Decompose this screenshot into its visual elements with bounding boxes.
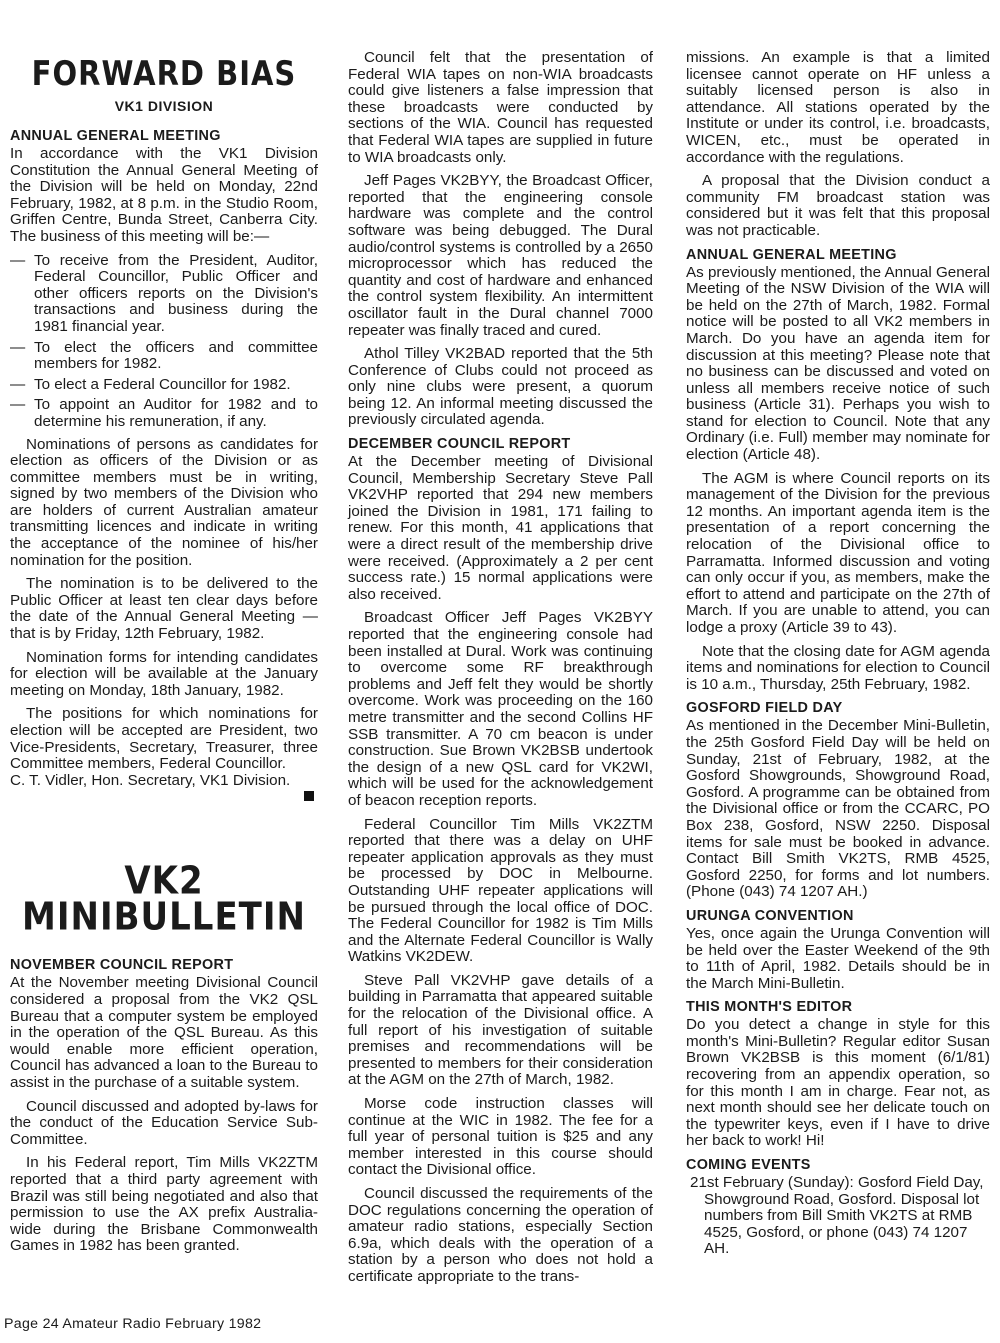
end-of-article-mark xyxy=(304,791,314,801)
december-paragraph-2: Broadcast Officer Jeff Pages VK2BYY reported that the engineering console had been installed at Dural. Work was continuing to overcome some RF breakthrough problems and Jeff felt they would be shortly overcome. Work was proceeding on the 160 metre transmitter and the second Collins HF SSB transmitter. A 70 cm beacon is under construction. Sue Brown VK2BSB undertook the design of a new QSL card for VK2WI, which will be used for the acknowledgement of beacon reception reports. xyxy=(348,609,653,809)
forward-bias-masthead: FORWARD BIAS xyxy=(31,52,297,94)
list-item: — To receive from the President, Auditor, Federal Councillor, Public Officer and other officers reports on the Division's transactions and business during the 1981 financial year. xyxy=(10,253,318,336)
list-item: 21st February (Sunday): Gosford Field Day, Showground Road, Gosford. Disposal lot numbers from Bill Smith VK2TS at RMB 4525, Gosford, or phone (043) 74 1207 AH. xyxy=(690,1174,984,1258)
fm-station-paragraph: A proposal that the Division conduct a community FM broadcast station was considered but it was felt that this proposal was not practicable. xyxy=(686,172,990,239)
urunga-paragraph: Yes, once again the Urunga Convention will be held over the Easter Weekend of the 9th to 11th of April, 1982. Details should be in the March Mini-Bulletin. xyxy=(686,924,990,992)
december-council-heading: DECEMBER COUNCIL REPORT xyxy=(348,436,571,453)
delivery-paragraph: The nomination is to be delivered to the Public Officer at least ten clear days before the date of the Annual General Meeting — that is by Friday, 12th February, 1982. xyxy=(10,575,318,643)
vk1-division-subtitle: VK1 DIVISION xyxy=(114,98,214,114)
urunga-heading: URUNGA CONVENTION xyxy=(686,907,854,924)
november-paragraph-2: Council discussed and adopted by-laws for the conduct of the Education Service Sub-Committee. xyxy=(10,1097,318,1148)
nsw-agm-paragraph-2: The AGM is where Council reports on its management of the Division for the previous 12 months. An important agenda item is the presentation of a report concerning the relocation of the Divisional office to Parramatta. Informed discussion and voting can only occur if you, as members, make the effort to attend and participate on the 27th of March. If you are unable to attend, you can lodge a proxy (Article 39 to 43). xyxy=(686,469,990,636)
column-2 xyxy=(348,50,653,1293)
list-item: — To elect a Federal Councillor for 1982. xyxy=(10,377,318,394)
vk1-agm-heading: ANNUAL GENERAL MEETING xyxy=(10,128,221,144)
november-council-heading: NOVEMBER COUNCIL REPORT xyxy=(10,957,234,974)
column-3 xyxy=(686,50,990,1258)
vk2-masthead-line1: VK2 xyxy=(124,858,204,904)
gosford-paragraph: As mentioned in the December Mini-Bulletin, the 25th Gosford Field Day will be held on Sunday, 21st of February, 1982, at the Gosford Showgrounds, Showground Road, Gosford. A programme can be obtained from the Divisional office or from the CCARC, PO Box 238, Gosford, NSW 2250. Disposal items for sale must be booked in advance. Contact Bill Smith VK2TS, RMB 4525, Gosford 2250, for forms and lot numbers. (Phone (043) 74 1207 AH.) xyxy=(686,717,990,901)
nsw-agm-paragraph-1: As previously mentioned, the Annual General Meeting of the NSW Division of the WIA will be held on the 27th of March, 1982. Formal notice will be posted to all VK2 members in March. Do you have an agenda item for discussion at this meeting? Please note that no business can be discussed and voted on unless all members receive notice of such business (Article 31). Perhaps you wish to stand for election to Council. Note that any Ordinary (i.e. Full) member may nominate for election (Article 48). xyxy=(686,263,990,464)
list-item: — To elect the officers and committee members for 1982. xyxy=(10,340,318,373)
positions-paragraph: The positions for which nominations for election will be accepted are President, two Vice-Presidents, Secretary, Treasurer, three Committee members, Federal Councillor. xyxy=(10,705,318,773)
editor-heading: THIS MONTH'S EDITOR xyxy=(686,999,853,1016)
december-paragraph-4: Steve Pall VK2VHP gave details of a building in Parramatta that appeared suitable for the relocation of the Divisional office. A full report of his investigation of suitable premises and recommendations will be presented to members for their consideration at the AGM on the 27th of March, 1982. xyxy=(348,971,653,1089)
nominations-paragraph: Nominations of persons as candidates for election as officers of the Division or as committee members must be in writing, signed by two members of the Division who are holders of current Australian amateur transmitting licences and indicate in writing the acceptance of the nominee of his/her nomination for the position. xyxy=(10,435,318,569)
december-paragraph-5: Morse code instruction classes will continue at the WIC in 1982. The fee for a full year of personal tuition is $25 and any member interested in this course should contact the Divisional office. xyxy=(348,1095,653,1179)
editor-paragraph: Do you detect a change in style for this month's Mini-Bulletin? Regular editor Susan Brown VK2BSB is this moment (6/1/81) recovering from an appendix operation, so for this month I am in charge. Fear not, as next month should see her delicate touch on the typewriter keys, even if I have to drive her back to work! Hi! xyxy=(686,1016,990,1150)
wia-tapes-paragraph: Council felt that the presentation of Federal WIA tapes on non-WIA broadcasts could give listeners a false impression that these broadcasts were conducted by sections of the WIA. Council has requested that Federal WIA tapes are supplied in future to WIA broadcasts only. xyxy=(348,49,653,166)
spacer xyxy=(10,801,318,863)
broadcast-officer-paragraph: Jeff Pages VK2BYY, the Broadcast Officer, reported that the engineering console hardware was complete and the control software was being debugged. The Dural audio/control systems is controlled by a 2650 microprocessor which has reduced the quantity and cost of hardware and enhanced the control system flexibility. An intermittent oscillator fault in the Dural channel 7000 repeater was finally traced and cured. xyxy=(348,172,653,339)
forms-paragraph: Nomination forms for intending candidates for election will be available at the January meeting on Monday, 18th January, 1982. xyxy=(10,648,318,699)
december-paragraph-6: Council discussed the requirements of the DOC regulations concerning the operation of amateur radio stations, especially Section 6.9a, which deals with the operation of a station by a person who does not hold a certificate appropriate to the trans- xyxy=(348,1185,653,1285)
conference-paragraph: Athol Tilley VK2BAD reported that the 5th Conference of Clubs could not proceed as only nine clubs were present, a quorum being 12. An informal meeting discussed the previously circulated agenda. xyxy=(348,345,653,429)
column-1 xyxy=(10,50,318,1262)
december-paragraph-3: Federal Councillor Tim Mills VK2ZTM reported that there was a delay on UHF repeater application approvals as they must be processed by DOC in Melbourne. Outstanding UHF repeater applications will be pursued through the local office of DOC. The Federal Councillor for 1982 is Tim Mills and the Alternate Federal Councillor is Wally Watkins VK2DEW. xyxy=(348,815,653,966)
minibulletin-masthead-line2: MINIBULLETIN xyxy=(22,894,306,940)
december-paragraph-1: At the December meeting of Divisional Council, Membership Secretary Steve Pall VK2VHP reported that 294 new members joined the Division in 1981, 171 failing to renew. For this month, 41 applications that were a direct result of the membership drive were received. (Approximately a 2 per cent success rate.) 15 normal applications were also received. xyxy=(348,453,653,603)
november-paragraph-1: At the November meeting Divisional Council considered a proposal from the VK2 QSL Bureau that a computer system be employed in the operation of the QSL Bureau. As this would enable more efficient operation, Council has advanced a loan to the Bureau to assist in the purchase of a suitable system. xyxy=(10,974,318,1091)
regulations-continued-paragraph: missions. An example is that a limited licensee cannot operate on HF unless a suitably licensed person is also in attendance. All stations operated by the Institute or under its control, i.e. broadcasts, WICEN, etc., must be operated in accordance with the regulations. xyxy=(686,49,990,166)
vk1-agm-intro: In accordance with the VK1 Division Constitution the Annual General Meeting of the Division will be held on Monday, 22nd February, 1982, at 8 p.m. in the Studio Room, Griffen Centre, Bunda Street, Canberra City. The business of this meeting will be:— xyxy=(10,145,318,245)
nsw-agm-heading: ANNUAL GENERAL MEETING xyxy=(686,246,897,263)
gosford-heading: GOSFORD FIELD DAY xyxy=(686,700,843,717)
page-footer: Page 24 Amateur Radio February 1982 xyxy=(4,1316,262,1332)
list-item: — To appoint an Auditor for 1982 and to determine his remuneration, if any. xyxy=(10,397,318,430)
november-paragraph-3: In his Federal report, Tim Mills VK2ZTM reported that a third party agreement with Brazil was still being negotiated and also that permission to use the AX prefix Australia-wide during the Brisbane Commonwealth Games in 1982 has been granted. xyxy=(10,1154,318,1255)
coming-events-heading: COMING EVENTS xyxy=(686,1157,811,1174)
agm-business-list xyxy=(10,253,318,431)
events-list xyxy=(686,1175,990,1258)
signature: C. T. Vidler, Hon. Secretary, VK1 Division. xyxy=(10,771,291,789)
nsw-agm-paragraph-3: Note that the closing date for AGM agenda items and nominations for election to Council is 10 a.m., Thursday, 25th February, 1982. xyxy=(686,642,990,693)
